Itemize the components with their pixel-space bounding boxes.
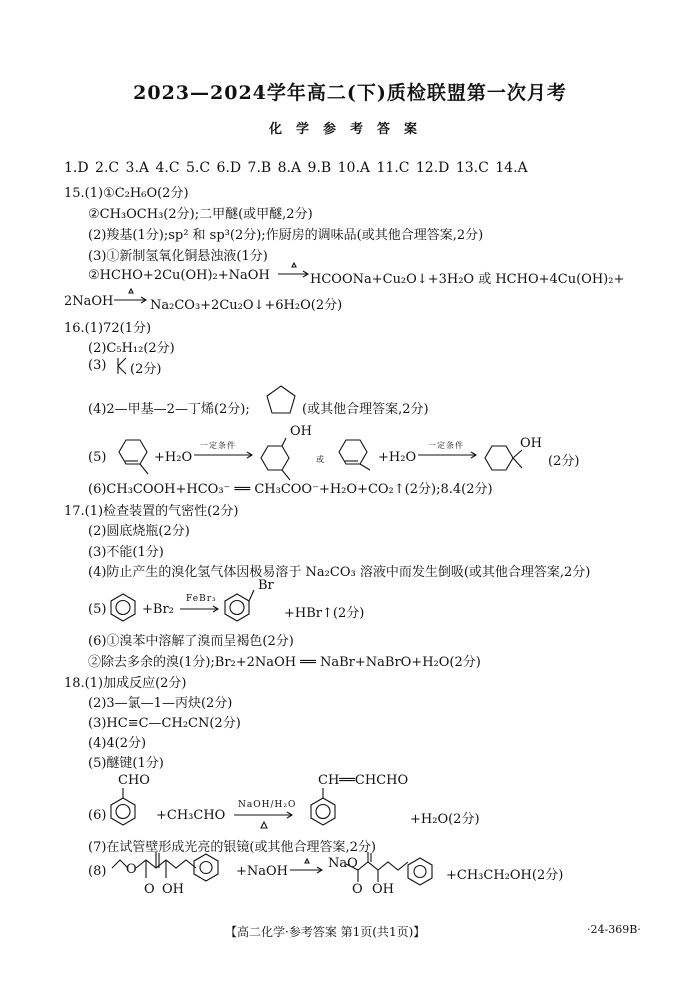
q18-6-label: (6) [88, 808, 107, 823]
reaction-arrow-3 [180, 604, 220, 614]
q16-line2: (2)C₅H₁₂(2分) [88, 341, 175, 356]
q16-5-oh-2: OH [520, 436, 542, 451]
q18-line5: (5)醚键(1分) [88, 756, 164, 771]
q16-5-oh-1: OH [290, 424, 312, 439]
page-subtitle: 化学参考答案 [268, 122, 431, 137]
q18-8-nao: NaO [328, 856, 358, 871]
page-footer: 【高二化学·参考答案 第1页(共1页)】 [225, 925, 426, 939]
q18-line4: (4)4(2分) [88, 736, 147, 751]
heat-arrow-1 [278, 262, 310, 282]
heat-arrow-2 [114, 288, 148, 308]
reaction-arrow-2 [418, 450, 478, 460]
q16-line4: (4)2—甲基—2—丁烯(2分); [88, 402, 250, 417]
q16-5-score: (2分) [548, 454, 580, 469]
q15-line6a: 2NaOH [64, 294, 114, 309]
q18-8-product-o: O [352, 882, 363, 897]
q18-line2: (2)3—氯—1—丙炔(2分) [88, 696, 233, 711]
q15-line3: (2)羧基(1分);sp² 和 sp³(2分);作厨房的调味品(或其他合理答案,2分) [88, 228, 484, 243]
q17-5-br2: +Br₂ [142, 602, 174, 617]
q18-6-product: CH══CHCHO [318, 773, 409, 788]
q18-line1: 18.(1)加成反应(2分) [64, 676, 187, 691]
q15-line2: ②CH₃OCH₃(2分);二甲醚(或甲醚,2分) [88, 207, 313, 222]
q18-8-oh-1: OH [162, 882, 184, 897]
skeletal-neopentane [112, 356, 130, 376]
q18-6-water: +H₂O(2分) [410, 812, 480, 827]
q17-5-br-label: Br [258, 578, 274, 593]
q18-8-carbonyl-o: O [144, 882, 155, 897]
q18-6-cho: CHO [118, 773, 150, 788]
q15-line5b: HCOONa+Cu₂O↓+3H₂O 或 HCHO+4Cu(OH)₂+ [310, 272, 625, 287]
doc-code: ·24-369B· [587, 923, 641, 936]
q17-5-hbr: +HBr↑(2分) [284, 606, 365, 621]
q16-5-water-1: +H₂O [154, 450, 193, 465]
reaction-arrow-1 [194, 450, 254, 460]
q16-5-water-2: +H₂O [378, 450, 417, 465]
mcq-answers: 1.D 2.C 3.A 4.C 5.C 6.D 7.B 8.A 9.B 10.A 11.C 12.D 13.C 14.A [64, 160, 528, 176]
q17-5-catalyst: FeBr₃ [186, 594, 217, 604]
benzene-reactant [108, 592, 138, 622]
q16-line3b: (2分) [130, 362, 162, 377]
q17-line6: (6)①溴苯中溶解了溴而呈褐色(2分) [88, 634, 294, 649]
q17-line1: 17.(1)检查装置的气密性(2分) [64, 504, 239, 519]
q17-line2: (2)圆底烧瓶(2分) [88, 524, 190, 539]
methylcyclohexene-1 [112, 436, 152, 480]
q17-line4: (4)防止产生的溴化氢气体因极易溶于 Na₂CO₃ 溶液中而发生倒吸(或其他合理答案,2分) [88, 565, 591, 580]
q18-line3: (3)HC≡C—CH₂CN(2分) [88, 716, 241, 731]
q16-line4b: (或其他合理答案,2分) [302, 402, 429, 417]
q18-8-oh-2: OH [372, 882, 394, 897]
q18-8-ester-o: O [126, 862, 137, 877]
q16-5-cond-1: 一定条件 [200, 441, 236, 450]
cyclopentane-structure [264, 384, 298, 418]
q16-5-label: (5) [88, 450, 107, 465]
benzaldehyde-structure [108, 788, 138, 830]
q18-8-naoh: +NaOH [236, 864, 289, 879]
q17-line3: (3)不能(1分) [88, 545, 164, 560]
q17-line7: ②除去多余的溴(1分);Br₂+2NaOH ══ NaBr+NaBrO+H₂O(2分) [88, 655, 481, 670]
q16-line3: (3) [88, 358, 107, 373]
cyclohexanol-product-1 [256, 434, 300, 482]
page-title: 2023—2024学年高二(下)质检联盟第一次月考 [133, 82, 567, 104]
q18-8-label: (8) [88, 864, 107, 879]
q18-8-ethanol: +CH₃CH₂OH(2分) [446, 868, 564, 883]
q16-5-cond-2: 一定条件 [428, 441, 464, 450]
cinnamaldehyde-structure [308, 788, 338, 830]
q15-line4: (3)①新制氢氧化铜悬浊液(1分) [88, 249, 268, 264]
q16-line1: 16.(1)72(1分) [64, 321, 152, 336]
q15-line5a: ②HCHO+2Cu(OH)₂+NaOH [88, 268, 270, 283]
heat-arrow-3 [234, 810, 294, 832]
q16-5-or: 或 [316, 455, 325, 464]
methylcyclohexene-2 [334, 436, 374, 480]
bromobenzene-product [222, 584, 256, 624]
q18-line7: (7)在试管壁形成光亮的银镜(或其他合理答案,2分) [88, 840, 376, 855]
q17-5-label: (5) [88, 602, 107, 617]
q15-line6b: Na₂CO₃+2Cu₂O↓+6H₂O(2分) [150, 298, 343, 313]
q15-line1: 15.(1)①C₂H₆O(2分) [64, 186, 189, 201]
q18-6-catalyst: NaOH/H₂O [238, 800, 297, 810]
q18-6-acetaldehyde: +CH₃CHO [156, 808, 226, 823]
q16-line6: (6)CH₃COOH+HCO₃⁻ ══ CH₃COO⁻+H₂O+CO₂↑(2分);8.4(2分) [88, 482, 493, 497]
heat-arrow-4 [290, 858, 324, 878]
